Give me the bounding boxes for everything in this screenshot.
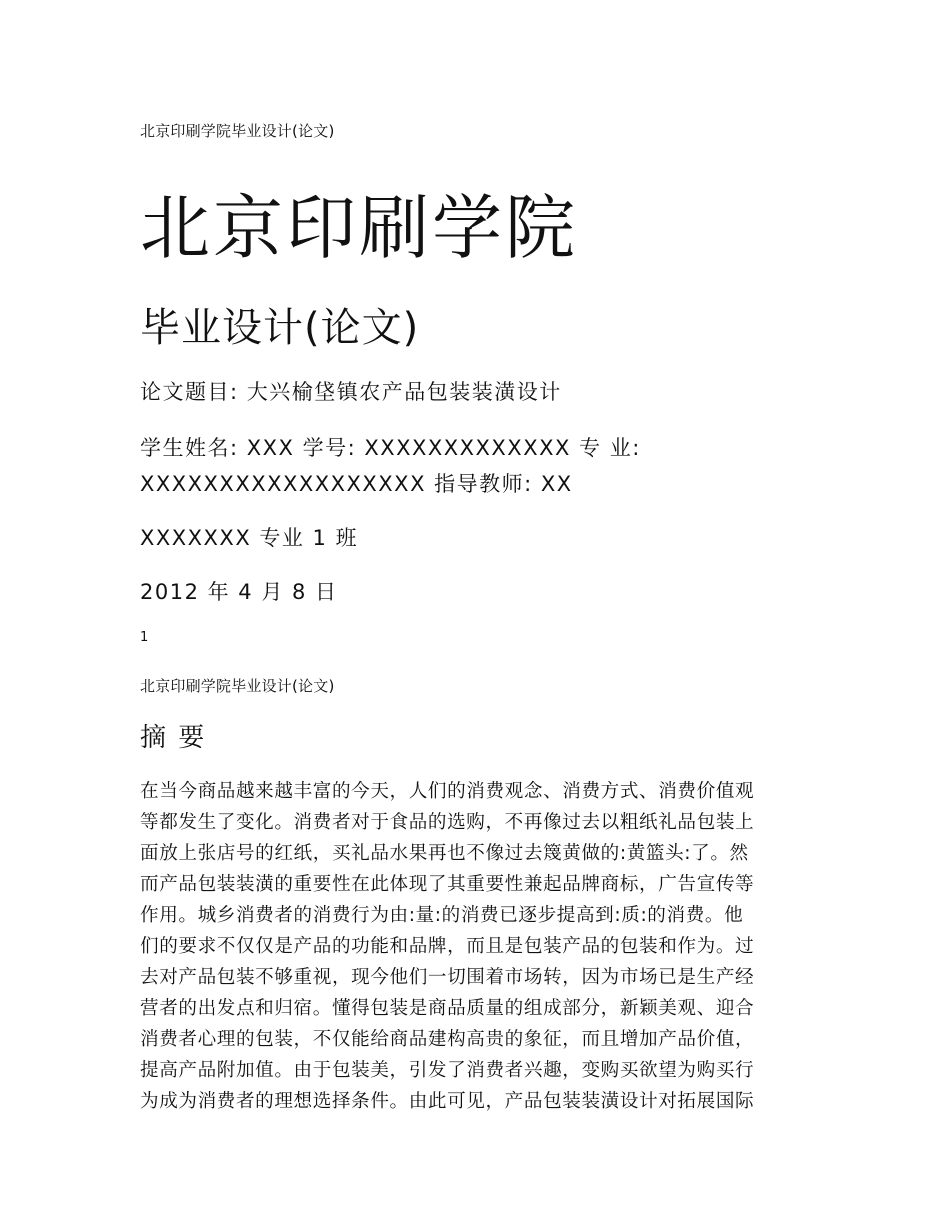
thesis-topic-line: 论文题目: 大兴榆垡镇农产品包装装潢设计 bbox=[140, 380, 562, 404]
abstract-line: 面放上张店号的红纸，买礼品水果再也不像过去篾黄做的:黄篮头:了。然 bbox=[140, 843, 749, 864]
abstract-line: 营者的出发点和归宿。懂得包装是商品质量的组成部分，新颖美观、迎合 bbox=[140, 998, 755, 1019]
abstract-line: 作用。城乡消费者的消费行为由:量:的消费已逐步提高到:质:的消费。他 bbox=[140, 905, 744, 926]
abstract-line: 等都发生了变化。消费者对于食品的选购，不再像过去以粗纸礼品包装上 bbox=[140, 812, 755, 833]
running-header: 北京印刷学院毕业设计(论文) bbox=[140, 122, 335, 140]
abstract-line: 消费者心理的包装，不仅能给商品建构高贵的象征，而且增加产品价值， bbox=[140, 1029, 755, 1050]
abstract-line: 提高产品附加值。由于包装美，引发了消费者兴趣，变购买欲望为购买行 bbox=[140, 1060, 755, 1081]
abstract-line: 们的要求不仅仅是产品的功能和品牌，而且是包装产品的包装和作为。过 bbox=[140, 936, 755, 957]
page-number: 1 bbox=[140, 630, 149, 645]
running-header-page-2: 北京印刷学院毕业设计(论文) bbox=[140, 677, 335, 695]
date-line: 2012 年 4 月 8 日 bbox=[140, 580, 338, 604]
school-name-title: 北京印刷学院 bbox=[140, 187, 578, 269]
document-type-title: 毕业设计(论文) bbox=[140, 305, 420, 351]
abstract-body bbox=[140, 776, 812, 1117]
student-info-line-2: XXXXXXXXXXXXXXXXXX 指导教师: XX bbox=[140, 472, 573, 496]
abstract-line: 为成为消费者的理想选择条件。由此可见，产品包装装潢设计对拓展国际 bbox=[140, 1091, 755, 1112]
abstract-heading: 摘 要 bbox=[140, 723, 207, 753]
class-line: XXXXXXX 专业 1 班 bbox=[140, 526, 359, 550]
student-info-line-1: 学生姓名: XXX 学号: XXXXXXXXXXXXX 专 业: bbox=[140, 436, 641, 460]
abstract-line: 在当今商品越来越丰富的今天，人们的消费观念、消费方式、消费价值观 bbox=[140, 781, 755, 802]
abstract-line: 去对产品包装不够重视，现今他们一切围着市场转，因为市场已是生产经 bbox=[140, 967, 755, 988]
abstract-line: 而产品包装装潢的重要性在此体现了其重要性兼起品牌商标，广告宣传等 bbox=[140, 874, 755, 895]
